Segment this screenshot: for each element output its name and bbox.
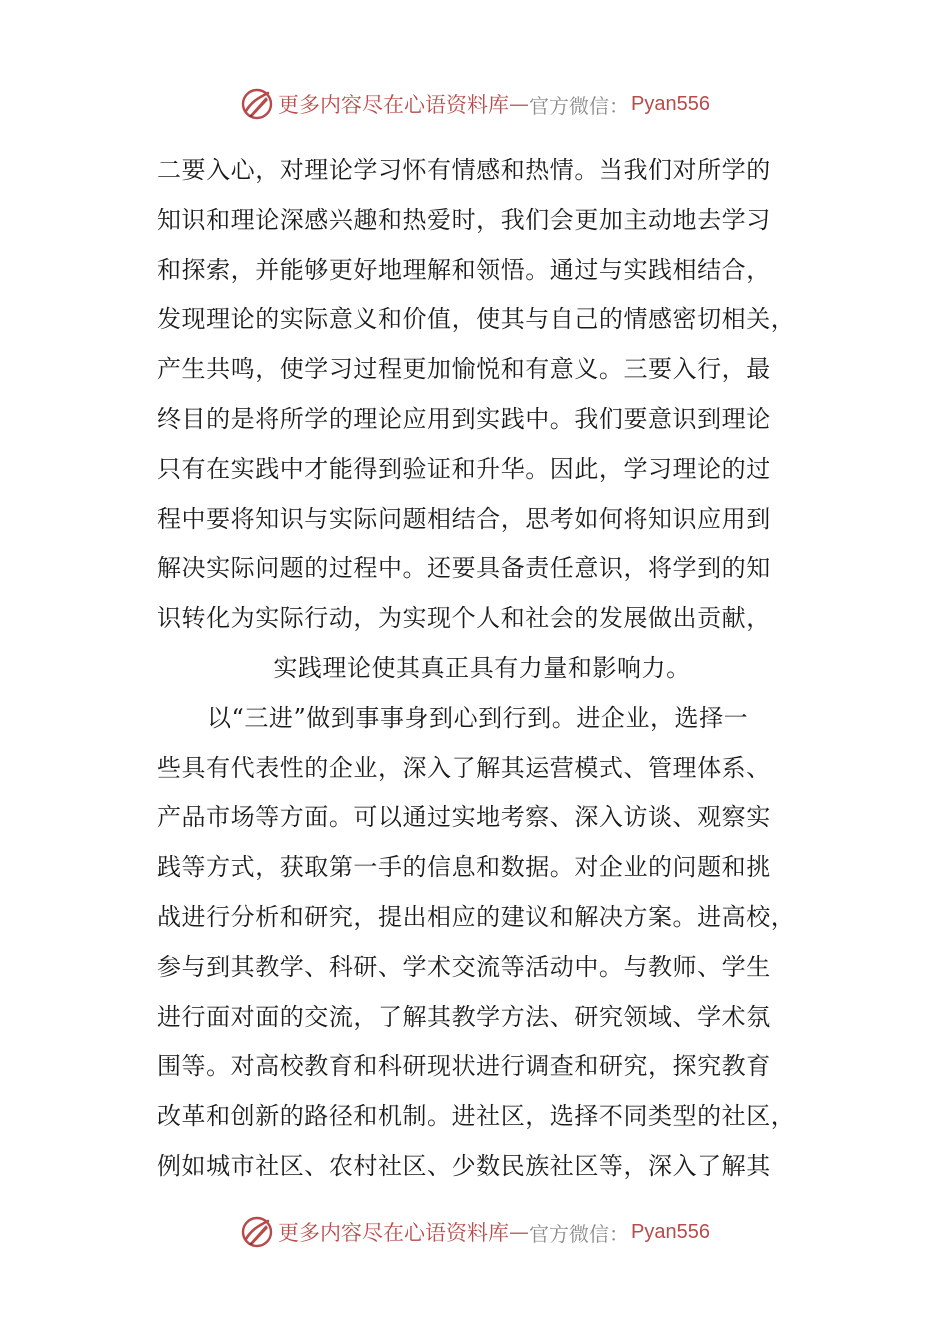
pen-swirl-logo-icon bbox=[240, 87, 274, 121]
body-line: 围等。对高校教育和科研现状进行调查和研究，探究教育 bbox=[157, 1052, 771, 1081]
body-line-centered: 实践理论使其真正具有力量和影响力。 bbox=[273, 653, 691, 682]
body-line: 产品市场等方面。可以通过实地考察、深入访谈、观察实 bbox=[157, 803, 771, 832]
body-line: 发现理论的实际意义和价值，使其与自己的情感密切相关， bbox=[157, 305, 796, 334]
footer-wechat-id: Pyan556 bbox=[631, 1220, 710, 1243]
header-separator: — bbox=[509, 92, 530, 116]
body-line: 程中要将知识与实际问题相结合，思考如何将知识应用到 bbox=[157, 504, 771, 533]
body-line: 只有在实践中才能得到验证和升华。因此，学习理论的过 bbox=[157, 454, 771, 483]
body-line: 知识和理论深感兴趣和热爱时，我们会更加主动地去学习 bbox=[157, 205, 771, 234]
document-body bbox=[157, 146, 807, 1192]
header-wechat-label: 官方微信： bbox=[529, 93, 630, 118]
body-line: 进行面对面的交流，了解其教学方法、研究领域、学术氛 bbox=[157, 1002, 771, 1031]
body-line: 解决实际问题的过程中。还要具备责任意识，将学到的知 bbox=[157, 554, 771, 583]
header-brand-text: 更多内容尽在心语资料库 bbox=[278, 93, 510, 117]
body-line: 些具有代表性的企业，深入了解其运营模式、管理体系、 bbox=[157, 753, 771, 782]
footer-banner bbox=[0, 1212, 950, 1252]
header-banner bbox=[0, 84, 950, 124]
body-line: 终目的是将所学的理论应用到实践中。我们要意识到理论 bbox=[157, 404, 771, 433]
footer-separator: — bbox=[509, 1220, 530, 1244]
footer-brand-text: 更多内容尽在心语资料库 bbox=[278, 1221, 510, 1245]
body-line: 参与到其教学、科研、学术交流等活动中。与教师、学生 bbox=[157, 952, 771, 981]
footer-wechat-label: 官方微信： bbox=[529, 1221, 630, 1246]
body-line: 产生共鸣，使学习过程更加愉悦和有意义。三要入行，最 bbox=[157, 355, 771, 384]
header-wechat-id: Pyan556 bbox=[631, 92, 710, 115]
body-line: 和探索，并能够更好地理解和领悟。通过与实践相结合， bbox=[157, 255, 771, 284]
pen-swirl-logo-icon bbox=[240, 1215, 274, 1249]
paragraph-first-line: 以“三进”做到事事身到心到行到。进企业，选择一 bbox=[207, 703, 749, 732]
body-line: 践等方式，获取第一手的信息和数据。对企业的问题和挑 bbox=[157, 853, 771, 882]
body-line: 战进行分析和研究，提出相应的建议和解决方案。进高校， bbox=[157, 902, 796, 931]
body-line: 识转化为实际行动，为实现个人和社会的发展做出贡献， bbox=[157, 604, 771, 633]
body-line: 例如城市社区、农村社区、少数民族社区等，深入了解其 bbox=[157, 1151, 771, 1180]
body-line: 改革和创新的路径和机制。进社区，选择不同类型的社区， bbox=[157, 1102, 796, 1131]
body-line: 二要入心，对理论学习怀有情感和热情。当我们对所学的 bbox=[157, 156, 771, 184]
